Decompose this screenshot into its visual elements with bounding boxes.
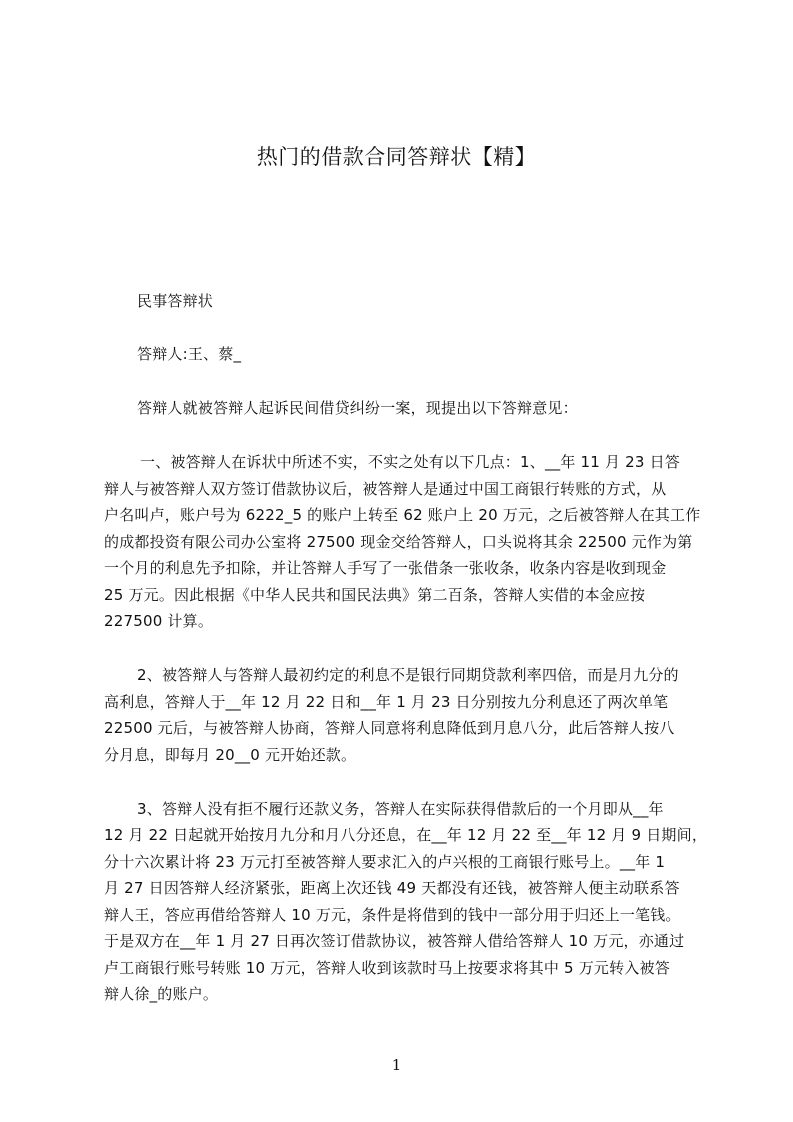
paragraph-3-line: 3、答辩人没有拒不履行还款义务，答辩人在实际获得借款后的一个月即从__年 [137,800,664,818]
paragraph-1-line: 户名叫卢，账户号为 6222_5 的账户上转至 62 账户上 20 万元，之后被答辩人在其工作 [104,506,701,524]
paragraph-1-line: 辩人与被答辩人双方签订借款协议后，被答辩人是通过中国工商银行转账的方式，从 [104,480,667,498]
paragraph-3-line: 辩人王，答应再借给答辩人 10 万元，条件是将借到的钱中一部分用于归还上一笔钱。 [104,906,681,924]
document-heading: 民事答辩状 [137,292,214,310]
paragraph-1-line: 一个月的利息先予扣除，并让答辩人手写了一张借条一张收条，收条内容是收到现金 [104,559,667,577]
paragraph-3-line: 辩人徐_的账户。 [104,985,219,1003]
paragraph-3-line: 月 27 日因答辩人经济紧张，距离上次还钱 49 天都没有还钱，被答辩人便主动联系答 [104,879,680,897]
page-title: 热门的借款合同答辩状【精】 [256,145,537,169]
paragraph-1-line: 227500 计算。 [104,612,214,630]
paragraph-1-line: 的成都投资有限公司办公室将 27500 现金交给答辩人，口头说将其余 22500 元作为第 [104,533,693,551]
paragraph-2-line: 22500 元后，与被答辩人协商，答辩人同意将利息降低到月息八分，此后答辩人按八 [104,719,675,737]
paragraph-2-line: 高利息，答辩人于__年 12 月 22 日和__年 1 月 23 日分别按九分利息还了两次单笔 [104,693,669,711]
paragraph-1-line: 一、被答辩人在诉状中所述不实，不实之处有以下几点：1、__年 11 月 23 日答 [140,453,680,471]
paragraph-2-line: 分月息，即每月 20__0 元开始还款。 [104,746,357,764]
paragraph-3-line: 12 月 22 日起就开始按月九分和月八分还息，在__年 12 月 22 至__年 12 月 9 日期间， [104,826,708,844]
paragraph-3-line: 分十六次累计将 23 万元打至被答辩人要求汇入的卢兴根的工商银行账号上。__年 1 [104,853,666,871]
intro-line: 答辩人就被答辩人起诉民间借贷纠纷一案，现提出以下答辩意见： [137,399,578,417]
paragraph-2-line: 2、被答辩人与答辩人最初约定的利息不是银行同期贷款利率四倍，而是月九分的 [137,666,679,684]
page-number: 1 [391,1056,402,1074]
paragraph-3-line: 于是双方在__年 1 月 27 日再次签订借款协议，被答辩人借给答辩人 10 万元，亦通过 [104,932,685,950]
respondent-line: 答辩人:王、蔡_ [137,345,242,363]
paragraph-1-line: 25 万元。因此根据《中华人民共和国民法典》第二百条，答辩人实借的本金应按 [104,586,646,604]
paragraph-3-line: 卢工商银行账号转账 10 万元，答辩人收到该款时马上按要求将其中 5 万元转入被答 [104,959,670,977]
